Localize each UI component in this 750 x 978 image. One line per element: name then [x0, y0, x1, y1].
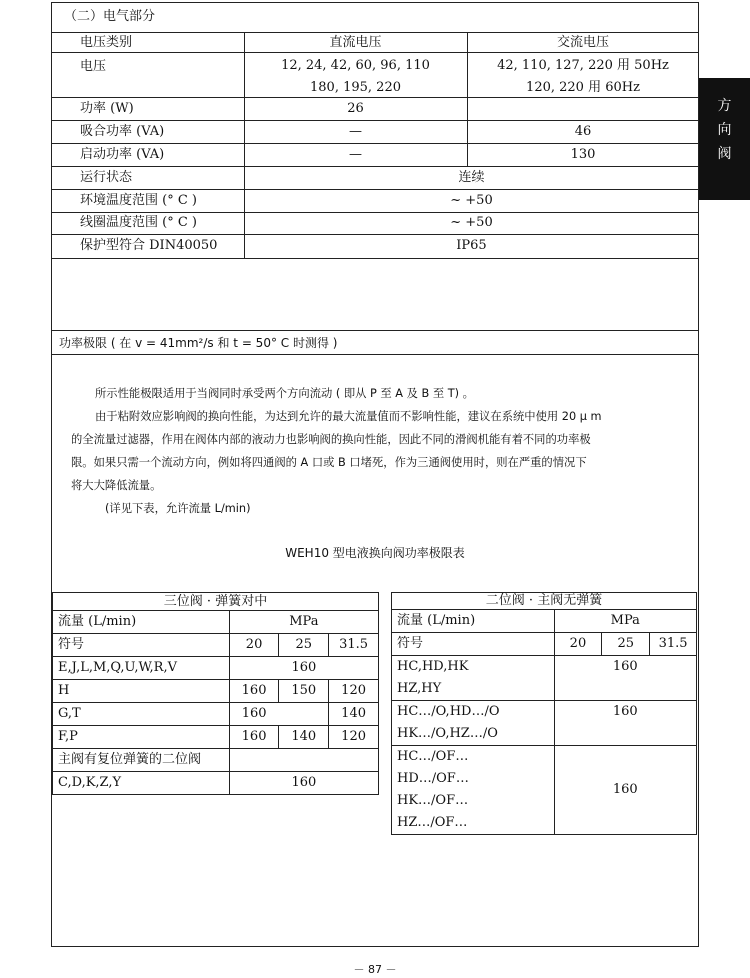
- table-cell-value: 120: [329, 726, 379, 749]
- table-row-symbol: 主阀有复位弹簧的二位阀: [53, 749, 230, 772]
- table-row-symbol: HC…/O,HD…/O: [392, 701, 555, 724]
- chapter-side-tab: [699, 78, 750, 200]
- duty-label: 运行状态: [80, 170, 133, 185]
- section-title: （二）电气部分: [64, 9, 156, 24]
- power-limit-title: 功率极限 ( 在 v = 41mm²/s 和 t = 50° C 时测得 ): [59, 336, 338, 350]
- symbol-label: 符号: [53, 634, 230, 657]
- pull-in-ac-value: 46: [574, 124, 592, 139]
- table-col-rule: [467, 32, 468, 166]
- table-rule: [51, 52, 699, 53]
- start-dc-value: —: [349, 147, 362, 162]
- paragraph-line: 将大大降低流量。: [71, 479, 162, 492]
- table-row-symbol: HC,HD,HK: [392, 656, 555, 679]
- header-voltage-type: 电压类别: [80, 35, 133, 50]
- header-ac-voltage: 交流电压: [556, 35, 609, 50]
- table-rule: [51, 97, 699, 98]
- table-rule: [51, 234, 699, 235]
- side-tab-char: 方: [717, 98, 732, 114]
- table-row-symbol: C,D,K,Z,Y: [53, 772, 230, 795]
- paragraph-line: 由于粘附效应影响阀的换向性能，为达到允许的最大流量值而不影响性能，建议在系统中使用 20 μ m: [95, 410, 602, 423]
- table-row-symbol: HK…/OF…: [392, 790, 555, 812]
- coil-temp-value: ~ +50: [450, 215, 493, 230]
- ambient-temp-label: 环境温度范围 (° C ): [80, 193, 197, 208]
- page-number: － 87 －: [353, 963, 397, 976]
- table-rule: [51, 143, 699, 144]
- three-position-table: [52, 592, 379, 795]
- power-dc-value: 26: [347, 101, 364, 116]
- pressure-25: 25: [602, 633, 650, 656]
- ambient-temp-value: ~ +50: [450, 193, 493, 208]
- table-cell-value: 160: [229, 657, 378, 680]
- table-rule: [51, 120, 699, 121]
- dc-voltage-values: 12, 24, 42, 60, 96, 110: [281, 58, 430, 73]
- power-label: 功率 (W): [80, 101, 134, 116]
- flow-label: 流量 (L/min): [392, 610, 555, 633]
- table-cell-value: 160: [229, 703, 328, 726]
- protection-label: 保护型符合 DIN40050: [80, 238, 218, 253]
- table-rule: [51, 32, 699, 33]
- side-tab-char: 向: [717, 122, 732, 138]
- symbol-label: 符号: [392, 633, 555, 656]
- ac-voltage-values: 120, 220 用 60Hz: [526, 80, 640, 95]
- paragraph-line: (详见下表，允许流量 L/min): [105, 502, 251, 515]
- table-cell-value: 140: [329, 703, 379, 726]
- table-cell-value: 160: [554, 656, 696, 701]
- start-power-label: 启动功率 (VA): [80, 147, 165, 162]
- table-cell-value: 120: [329, 680, 379, 703]
- coil-temp-label: 线圈温度范围 (° C ): [80, 215, 197, 230]
- table-rule: [51, 212, 699, 213]
- paragraph-line: 的全流量过滤器，作用在阀体内部的液动力也影响阀的换向性能，因此不同的滑阀机能有着不同的功率极: [71, 433, 591, 446]
- protection-value: IP65: [456, 238, 487, 253]
- side-tab-char: 阀: [717, 146, 732, 162]
- pull-in-power-label: 吸合功率 (VA): [80, 124, 165, 139]
- description-text: [71, 382, 683, 520]
- table-rule: [51, 166, 699, 167]
- table-cell-value: 140: [279, 726, 329, 749]
- table-cell-value: 160: [229, 680, 279, 703]
- start-ac-value: 130: [570, 147, 596, 162]
- flow-label: 流量 (L/min): [53, 611, 230, 634]
- table-rule: [51, 354, 699, 355]
- table-row-symbol: HD…/OF…: [392, 768, 555, 790]
- dc-voltage-values: 180, 195, 220: [310, 80, 401, 95]
- right-table-title: 二位阀 · 主阀无弹簧: [392, 593, 697, 610]
- table-cell-value: 150: [279, 680, 329, 703]
- mpa-header: MPa: [554, 610, 696, 633]
- table-rule: [51, 189, 699, 190]
- paragraph-line: 限。如果只需一个流动方向，例如将四通阀的 A 口或 B 口堵死，作为三通阀使用时，则在严重的情况下: [71, 456, 587, 469]
- mpa-header: MPa: [229, 611, 378, 634]
- pressure-31-5: 31.5: [650, 633, 697, 656]
- two-position-table: [391, 592, 697, 835]
- table-row-symbol: F,P: [53, 726, 230, 749]
- table-row-symbol: E,J,L,M,Q,U,W,R,V: [53, 657, 230, 680]
- table-caption: WEH10 型电液换向阀功率极限表: [285, 546, 465, 560]
- table-cell-value: 160: [554, 746, 696, 835]
- pressure-25: 25: [279, 634, 329, 657]
- paragraph-line: 所示性能极限适用于当阀同时承受两个方向流动 ( 即从 P 至 A 及 B 至 T) 。: [95, 387, 474, 400]
- table-row-symbol: HZ,HY: [392, 678, 555, 701]
- voltage-label: 电压: [80, 59, 107, 74]
- table-cell-value: 160: [229, 726, 279, 749]
- table-cell-value: [229, 749, 378, 772]
- table-rule: [51, 258, 699, 259]
- left-table-title: 三位阀 · 弹簧对中: [53, 593, 379, 611]
- table-row-symbol: HC…/OF…: [392, 746, 555, 769]
- pull-in-dc-value: —: [349, 124, 362, 139]
- pressure-31-5: 31.5: [329, 634, 379, 657]
- table-row-symbol: H: [53, 680, 230, 703]
- ac-voltage-values: 42, 110, 127, 220 用 50Hz: [497, 58, 669, 73]
- header-dc-voltage: 直流电压: [329, 35, 382, 50]
- duty-value: 连续: [458, 170, 485, 185]
- table-row-symbol: HZ…/OF…: [392, 812, 555, 835]
- table-cell-value: 160: [229, 772, 378, 795]
- pressure-20: 20: [229, 634, 279, 657]
- pressure-20: 20: [554, 633, 602, 656]
- table-rule: [51, 330, 699, 331]
- table-row-symbol: HK…/O,HZ…/O: [392, 723, 555, 746]
- table-cell-value: 160: [554, 701, 696, 746]
- table-row-symbol: G,T: [53, 703, 230, 726]
